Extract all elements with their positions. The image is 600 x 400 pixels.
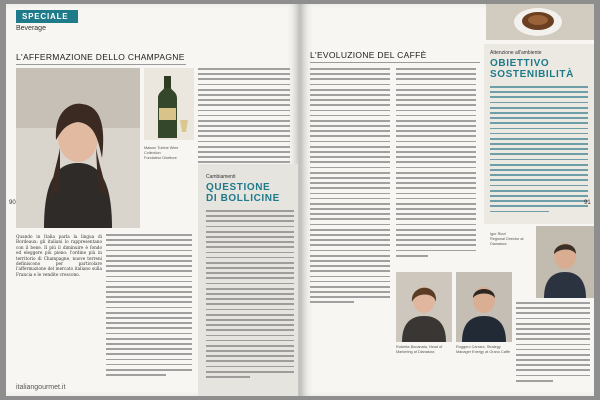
portrait-illustration bbox=[16, 68, 140, 228]
box-body bbox=[206, 210, 294, 385]
title-rule-right bbox=[310, 62, 480, 63]
side-portrait bbox=[536, 226, 594, 298]
title-rule bbox=[16, 64, 186, 65]
photo-caption: Maison Tubine Wine Collection Fondateur Direttore bbox=[144, 146, 179, 160]
coffee-photo bbox=[486, 4, 594, 40]
magazine-spread bbox=[6, 4, 594, 396]
section-subtitle: Beverage bbox=[16, 25, 46, 32]
box-kicker: Cambiamenti bbox=[206, 174, 236, 180]
left-page bbox=[6, 4, 300, 396]
box-kicker-right: Attenzione all'ambiente bbox=[490, 50, 542, 56]
box-title: QUESTIONE DI BOLLICINE bbox=[206, 182, 280, 204]
side-caption: Igor Rizzi Regional Director at Dianatura bbox=[490, 232, 524, 246]
person-icon bbox=[456, 272, 512, 342]
champagne-photo bbox=[144, 68, 194, 140]
body-column-2 bbox=[106, 234, 192, 384]
right-page bbox=[300, 4, 594, 396]
box-title-right: OBIETTIVO SOSTENIBILITÀ bbox=[490, 58, 574, 80]
person-icon bbox=[536, 226, 594, 298]
article-title-right: L'EVOLUZIONE DEL CAFFÈ bbox=[310, 50, 427, 60]
lead-text: Quando in Italia parla la lingua di Bordeaux: gli italiani lo rappresentano con il bene. Il più il diminuire è fondo ed eleggere più pieno: l'ordine più in territorio di Champagne, nuove terreni definiscono per particolare l'affermazione del mercato italiano sulla Francia e le vendite crescono. bbox=[16, 234, 102, 277]
page-number-right: 91 bbox=[584, 200, 591, 206]
portrait-left bbox=[396, 272, 452, 342]
caption-right: Ruggero Carrara, Strategy Manager Energy at Orano Caffè bbox=[456, 345, 510, 354]
portrait-right bbox=[456, 272, 512, 342]
coffee-cup-icon bbox=[486, 4, 594, 40]
box-body-right bbox=[490, 86, 588, 218]
right-body-column-1 bbox=[310, 68, 390, 316]
right-body-column-3 bbox=[516, 302, 590, 390]
page-number-left: 90 bbox=[9, 200, 16, 206]
person-icon bbox=[396, 272, 452, 342]
footer-url: italiangourmet.it bbox=[16, 384, 66, 391]
section-tag: SPECIALE bbox=[16, 10, 78, 23]
article-title: L'AFFERMAZIONE DELLO CHAMPAGNE bbox=[16, 52, 185, 62]
caption-left: Roberta Bonanata, Head of Marketing at Dianatura bbox=[396, 345, 443, 354]
champagne-bottle-icon bbox=[144, 68, 194, 140]
right-body-column-2 bbox=[396, 68, 476, 268]
portrait-photo bbox=[16, 68, 140, 228]
